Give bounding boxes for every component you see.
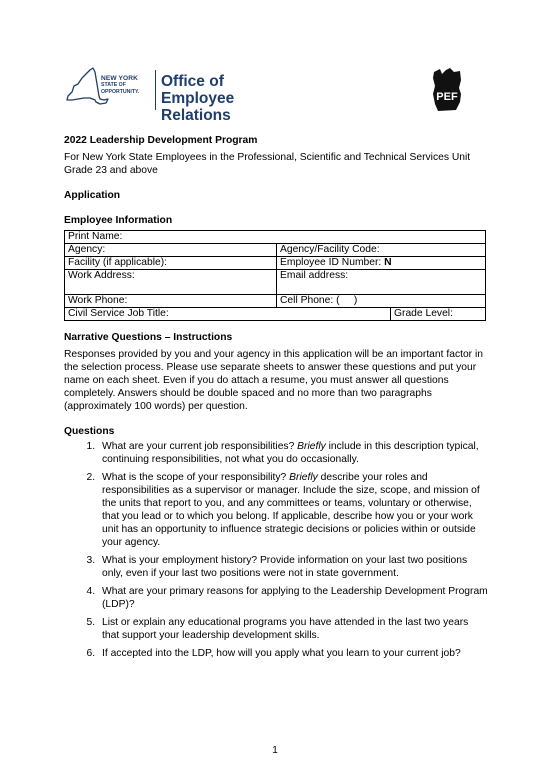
question-item [98, 471, 488, 549]
question-2-text-b: describe your roles and responsibilities as a supervisor or manager. Include the size, scope, and mission of the units that report to you, and any committees or teams, voluntary or otherwise, that you lead or to which you belong. If applicable, describe how you or your work unit has an opportunity to influence strategic decisions or policies within or outside your agency. [102, 472, 480, 548]
grade-level-field[interactable]: Grade Level: [391, 308, 486, 321]
agency-code-field[interactable]: Agency/Facility Code: [277, 244, 486, 257]
narrative-body: Responses provided by you and your agency in this application will be an important factor in the selection process. Please use separate sheets to answer these questions and put your name on each sheet. Even if you do attach a resume, you must answer all questions completely. Answers should be double spaced and no more than two paragraphs (approximately 100 words) per question. [64, 349, 483, 412]
question-item [98, 440, 488, 466]
employee-info-heading: Employee Information [64, 215, 173, 226]
job-title-field[interactable]: Civil Service Job Title: [65, 308, 391, 321]
question-item: 3. What is your employment history? Provide information on your last two positions only, even if your last two positions were not in state government. [98, 554, 488, 580]
document-body [64, 134, 488, 665]
nys-oer-logo [62, 66, 292, 124]
question-1-emphasis: Briefly [297, 441, 326, 452]
nys-wordmark [101, 76, 151, 95]
question-item: 6. If accepted into the LDP, how will you apply what you learn to your current job? [98, 647, 488, 660]
facility-field[interactable]: Facility (if applicable): [65, 257, 277, 270]
work-phone-field[interactable]: Work Phone: [65, 295, 277, 308]
questions-heading: Questions [64, 426, 115, 437]
questions-list [64, 440, 488, 660]
question-2-text-a: What is the scope of your responsibility? [102, 472, 290, 483]
logo-divider [155, 70, 156, 110]
question-2-emphasis: Briefly [289, 472, 318, 483]
program-title: 2022 Leadership Development Program [64, 135, 258, 146]
employee-id-label: Employee ID Number: [280, 257, 385, 268]
page-number: 1 [272, 745, 278, 756]
nys-line3: OPPORTUNITY. [101, 88, 140, 95]
question-1-text-a: What are your current job responsibilities? [102, 441, 298, 452]
agency-field[interactable]: Agency: [65, 244, 277, 257]
question-item: 4. What are your primary reasons for applying to the Leadership Development Program (LDP)? [98, 585, 488, 611]
question-1-text-b: include in this description typical, continuing responsibilities, not what you do occasionally. [102, 441, 479, 465]
print-name-field[interactable]: Print Name: [65, 231, 486, 244]
program-subtitle: For New York State Employees in the Professional, Scientific and Technical Services Unit Grade 23 and above [64, 152, 471, 176]
nys-line2: STATE OF [101, 82, 126, 89]
employee-info-table [64, 230, 486, 321]
email-field[interactable]: Email address: [277, 270, 486, 295]
nys-line1: NEW YORK [101, 75, 138, 82]
cell-phone-field[interactable]: Cell Phone: ( ) [277, 295, 486, 308]
employee-id-value: N [384, 257, 392, 268]
oer-line2: Employee Relations [161, 90, 235, 124]
oer-wordmark [161, 73, 292, 124]
application-heading: Application [64, 190, 121, 201]
oer-line1: Office of [161, 73, 224, 90]
question-item: 5. List or explain any educational programs you have attended in the last two years that support your leadership development skills. [98, 616, 488, 642]
pef-logo-text: PEF [436, 91, 458, 103]
pef-logo-icon [430, 66, 464, 114]
work-address-field[interactable]: Work Address: [65, 270, 277, 295]
employee-id-field[interactable] [277, 257, 486, 270]
narrative-heading: Narrative Questions – Instructions [64, 332, 233, 343]
